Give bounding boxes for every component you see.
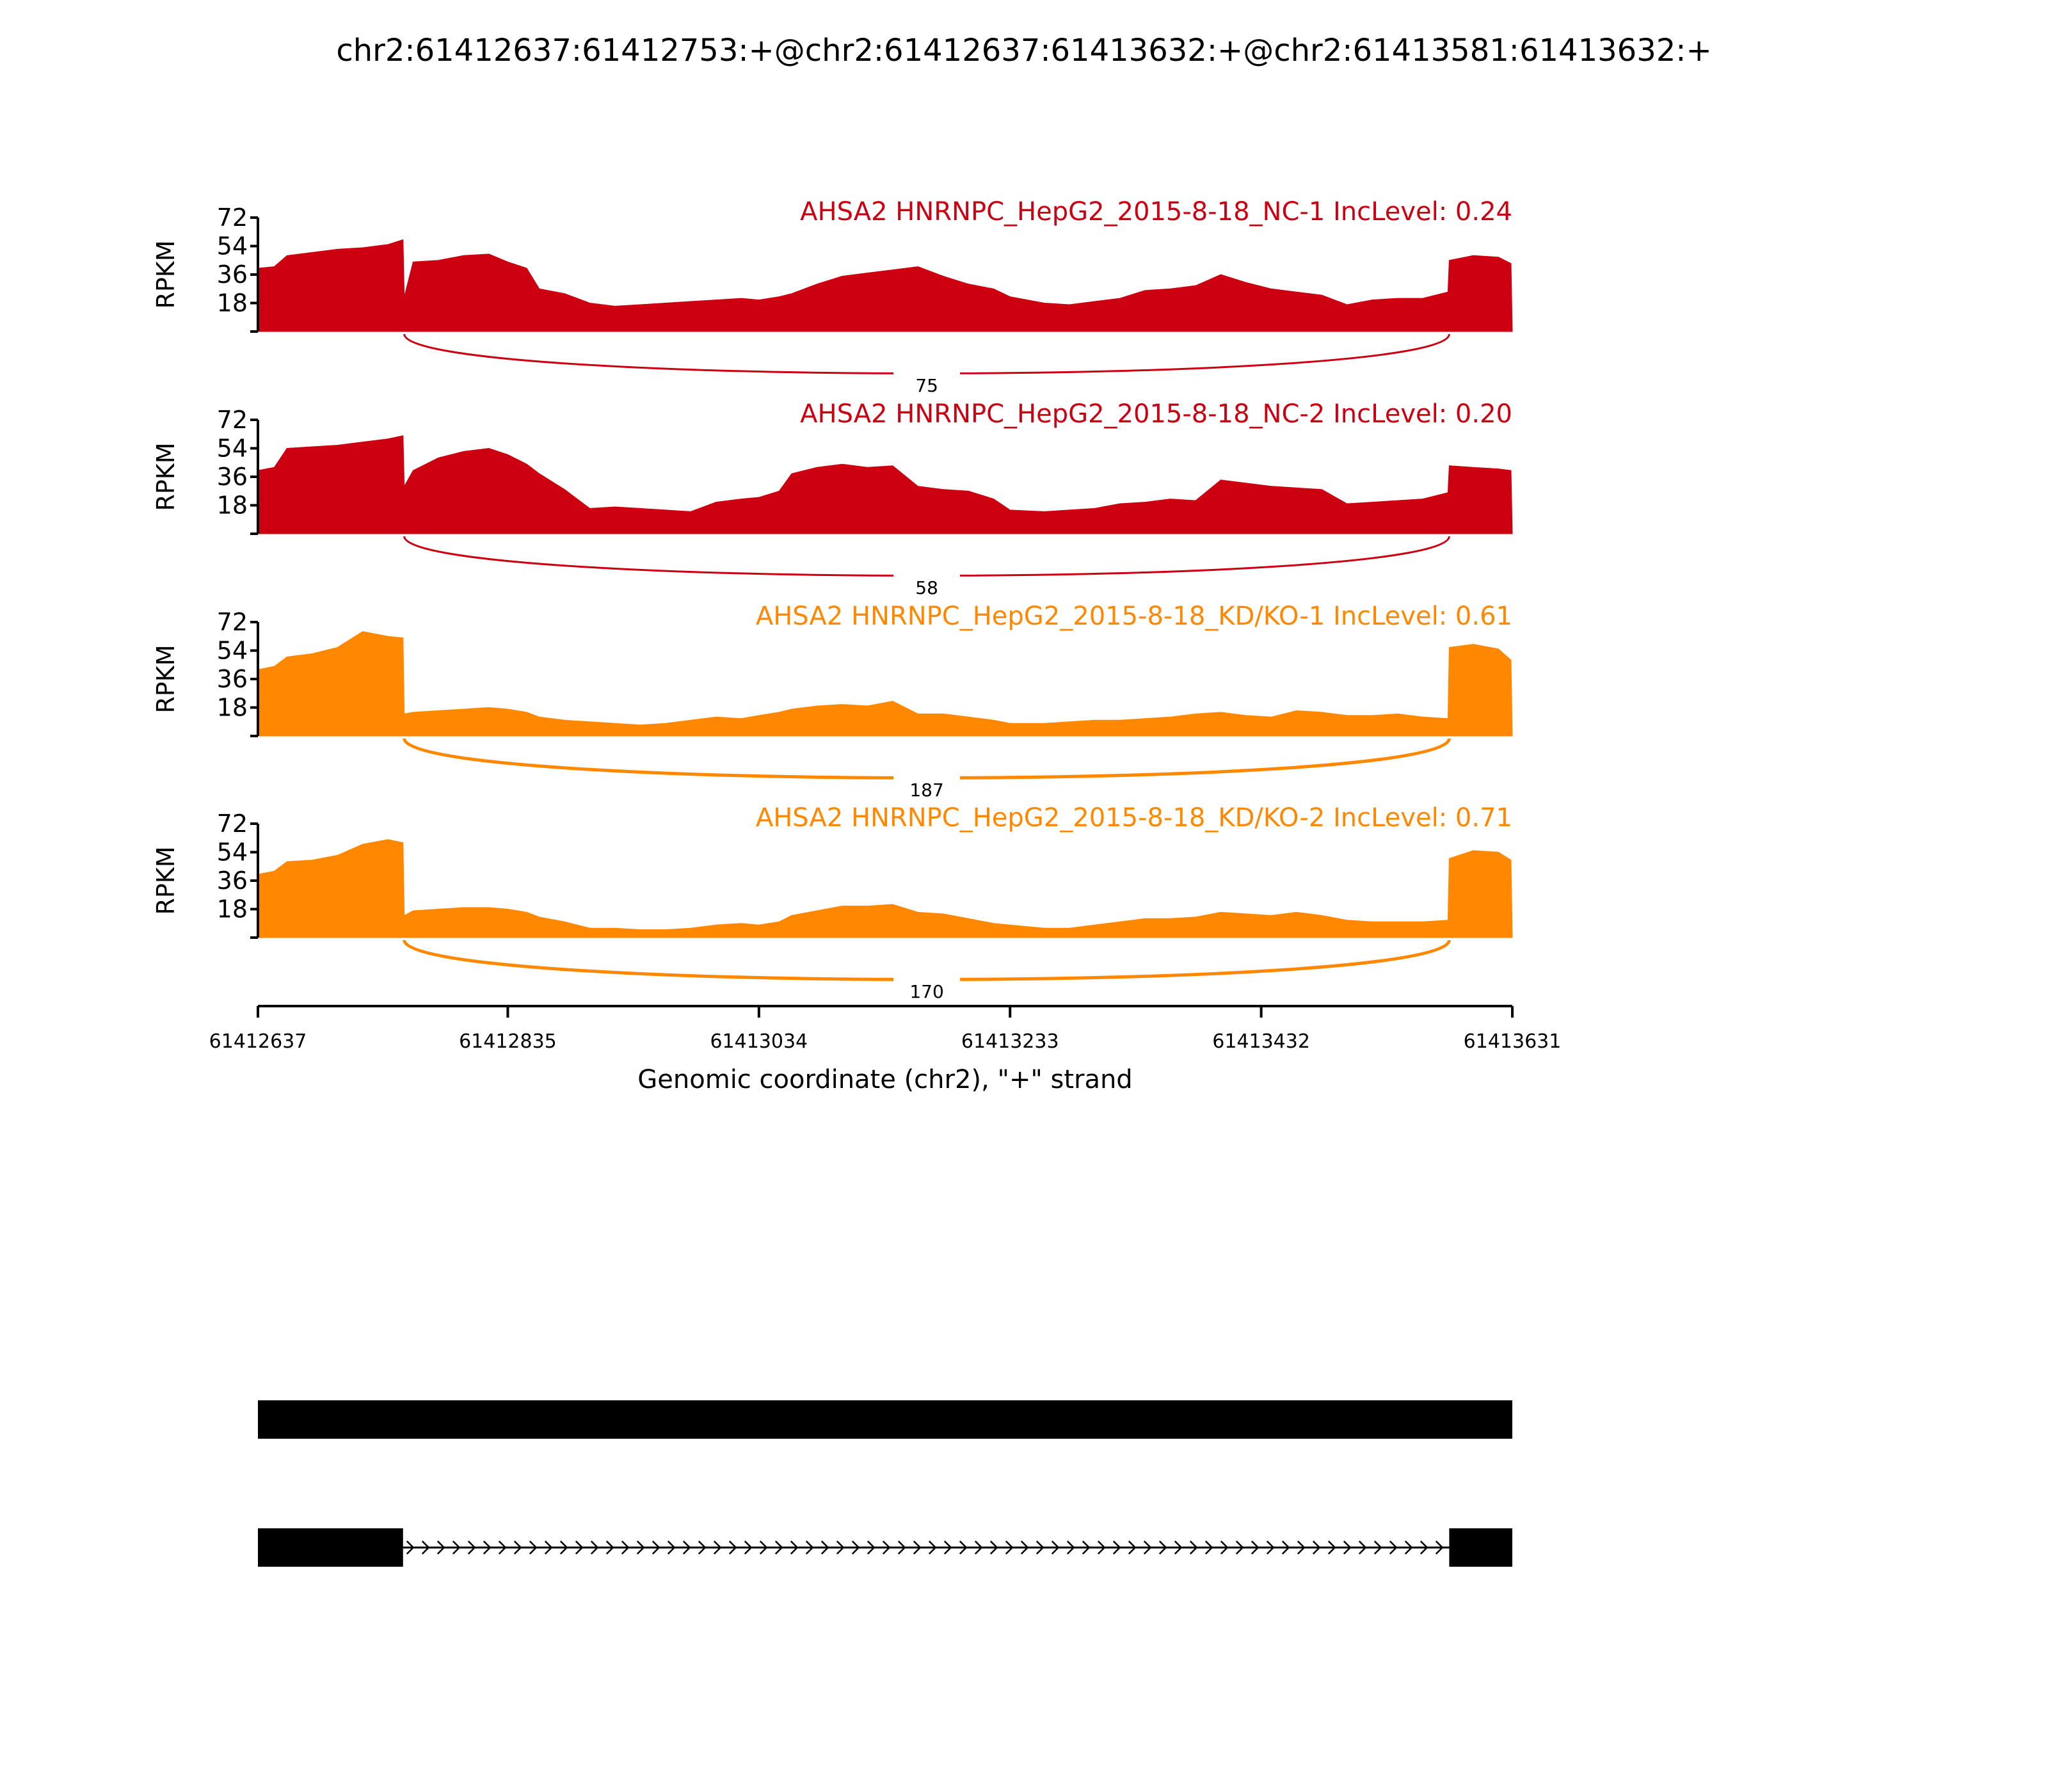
y-tick-label: 72 [216,204,248,232]
y-tick-label: 54 [216,838,248,867]
coverage-area [258,436,1512,534]
y-tick-label: 36 [216,867,248,895]
x-tick-label: 61413631 [1463,1030,1562,1053]
y-tick-label: 36 [216,665,248,693]
coverage-area [258,840,1512,938]
y-axis-label: RPKM [152,644,180,714]
y-axis-label: RPKM [152,240,180,309]
coverage-panel [152,399,1512,600]
x-axis-label: Genomic coordinate (chr2), "+" strand [637,1065,1133,1094]
panel-title: AHSA2 HNRNPC_HepG2_2015-8-18_NC-2 IncLevel: 0.20 [800,399,1512,429]
x-tick-label: 61413432 [1212,1030,1310,1053]
y-tick-label: 54 [216,636,248,665]
junction-count-label: 75 [915,375,938,396]
y-tick-label: 72 [216,608,248,636]
junction-arc [404,536,1450,576]
coverage-panel [152,803,1512,1004]
x-tick-label: 61413233 [961,1030,1059,1053]
coverage-panel [152,602,1512,803]
y-tick-label: 18 [216,491,248,520]
junction-count-label: 187 [909,780,944,801]
coverage-area [258,632,1512,736]
junction-count-label: 58 [915,577,938,598]
isoform-tracks [258,1400,1512,1567]
y-axis-label: RPKM [152,846,180,915]
x-ticks [209,1006,1562,1053]
y-tick-label: 36 [216,463,248,491]
y-tick-label: 54 [216,434,248,463]
y-tick-label: 72 [216,406,248,434]
junction-arc [404,334,1450,374]
exon-block [1449,1528,1512,1567]
isoform [258,1528,1512,1567]
y-tick-label: 36 [216,260,248,289]
y-tick-label: 18 [216,289,248,317]
exon-block [258,1528,403,1567]
exon-block [258,1400,1512,1439]
coverage-panels [152,197,1512,1004]
isoform [258,1400,1512,1439]
junction-arc [404,739,1450,778]
panel-title: AHSA2 HNRNPC_HepG2_2015-8-18_NC-1 IncLevel: 0.24 [800,197,1512,227]
y-tick-label: 18 [216,895,248,924]
y-tick-label: 18 [216,693,248,722]
genomic-x-axis [209,1006,1562,1094]
figure-title: chr2:61412637:61412753:+@chr2:61412637:61413632:+@chr2:61413581:61413632:+ [336,33,1712,68]
coverage-area [258,240,1512,332]
y-tick-label: 72 [216,810,248,838]
x-tick-label: 61412835 [459,1030,557,1053]
junction-arc [404,940,1450,980]
panel-title: AHSA2 HNRNPC_HepG2_2015-8-18_KD/KO-2 IncLevel: 0.71 [755,803,1512,833]
junction-count-label: 170 [909,981,944,1002]
x-tick-label: 61413034 [710,1030,808,1053]
x-tick-label: 61412637 [209,1030,307,1053]
y-tick-label: 54 [216,232,248,260]
panel-title: AHSA2 HNRNPC_HepG2_2015-8-18_KD/KO-1 IncLevel: 0.61 [755,602,1512,631]
coverage-panel [152,197,1512,398]
y-axis-label: RPKM [152,442,180,511]
